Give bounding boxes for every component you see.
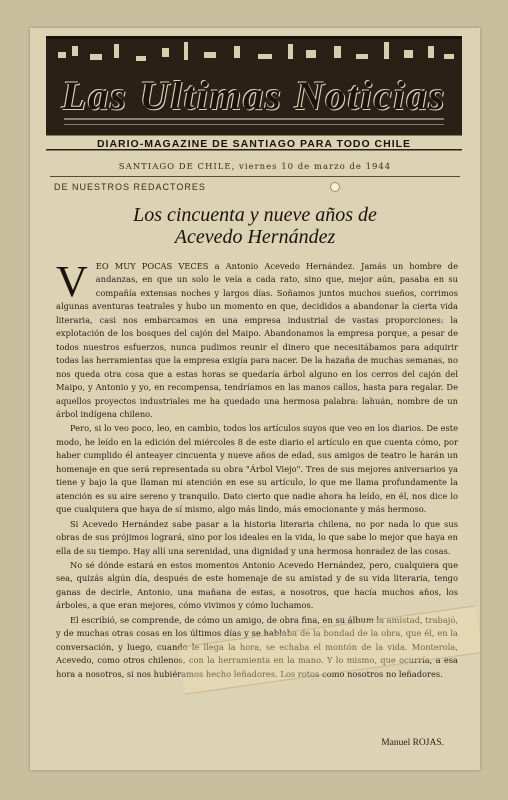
article-paragraph: EO MUY POCAS VECES a Antonio Acevedo Hernández. Jamás un hombre de andanzas, en que un solo le veía a cada rato, sino que, mejor aún, pasaba en su compañía extensas noches y largos días. Soñamos juntos muchos sueños, corrimos algunas aventuras teatrales y hubo un momento en que, decididos a abandonar la cierta vida literaria, casi nos embarcamos en una empresa industrial de vastas proporciones: la explotación de los bosques del cajón del Maipo. Abandonamos la empresa porque, a pesar de todos nuestros esfuerzos, nunca pudimos reunir el dinero que necesitábamos para adquirir todas las herramientas que la empresa exigía para nacer. De la hazaña de muchas semanas, no nos queda otra cosa que a estas horas se quedaría árbol alguno en los cerros del cajón del Maipo, y Antonio y yo, en recompensa, tendríamos en las manos callos, hasta para regalar. De aquellos proyectos industriales me ha quedado una hermosa palabra: lahuán, nombre de un árbol indígena chileno. [56,261,458,419]
headline-line-2: Acevedo Hernández [174,226,336,248]
pin-hole [330,182,340,192]
article-paragraph: El escribió, se comprende, de cómo un amigo, de obra fina, en su álbum la amistad, trabajó, y de muchas otras cosas en los últimos días y se hablaba de la bondad de la obra, que él, en la conversación, y luego, cuando le llega la hora, se echaba el montón de la vida. Monterola, Acevedo, como otros chilenos, con la herramienta en la mano. Y lo mismo, que ocurría, a esa hora a nosotros, si nos hubiéramos hecho leñadores. Los rotos como nosotros no leñadores. [56,614,458,679]
headline-line-1: Los cincuenta y nueve años de [133,204,377,226]
newspaper-clipping [30,28,480,770]
headline [30,204,480,248]
section-label: DE NUESTROS REDACTORES [54,182,206,192]
masthead-title: Las Ultimas Noticias [61,73,447,118]
dateline: SANTIAGO DE CHILE, viernes 10 de marzo de 1944 [118,162,392,172]
article-paragraph: Si Acevedo Hernández sabe pasar a la historia literaria chilena, no por nada lo que sus obras de sus prójimos logrará, sino por los ideales en la vida, lo que sabe lo mejor que haya en ella de su tiempo. Hay allí una serenidad, una dignidad y una hermosa honradez de las cosas. [56,518,458,556]
author-signature: Manuel ROJAS. [381,738,444,748]
article-paragraph: No sé dónde estará en estos momentos Antonio Acevedo Hernández, pero, cualquiera que sea, quizás algún día, después de este homenaje de su amistad y de su vida literaria, tengo ganas de decirle, Antonio, una mañana de estas, a nosotros, que hacía muchos años, los árboles, a que eran mejores, cómo vivimos y cómo luchamos. [56,559,458,611]
drop-cap: V [56,257,88,306]
masthead-subtitle: DIARIO-MAGAZINE DE SANTIAGO PARA TODO CHILE [96,138,412,150]
masthead [44,34,464,156]
article-paragraph: Pero, si lo veo poco, leo, en cambio, todos los artículos suyos que veo en los diarios. De este modo, he leído en la edición del miércoles 8 de este diario el artículo en que cuenta cómo, por haber cumplido él anteayer cincuenta y nueve años de edad, sus amigos de teatro le harán un homenaje en que será representada su obra "Árbol Viejo". Tres de sus mejores aniversarios ya tiene y bajo la que llaman mi atención en ese su artículo, lo que me llama profundamente la atención es su aire sereno y tranquilo. Dato cierto que nadie ahora ha leído, en él, nos dice lo que cualquiera que haya de sí mismo, algo más lindo, más emocionante y más hermoso. [56,423,458,515]
divider [50,176,460,177]
